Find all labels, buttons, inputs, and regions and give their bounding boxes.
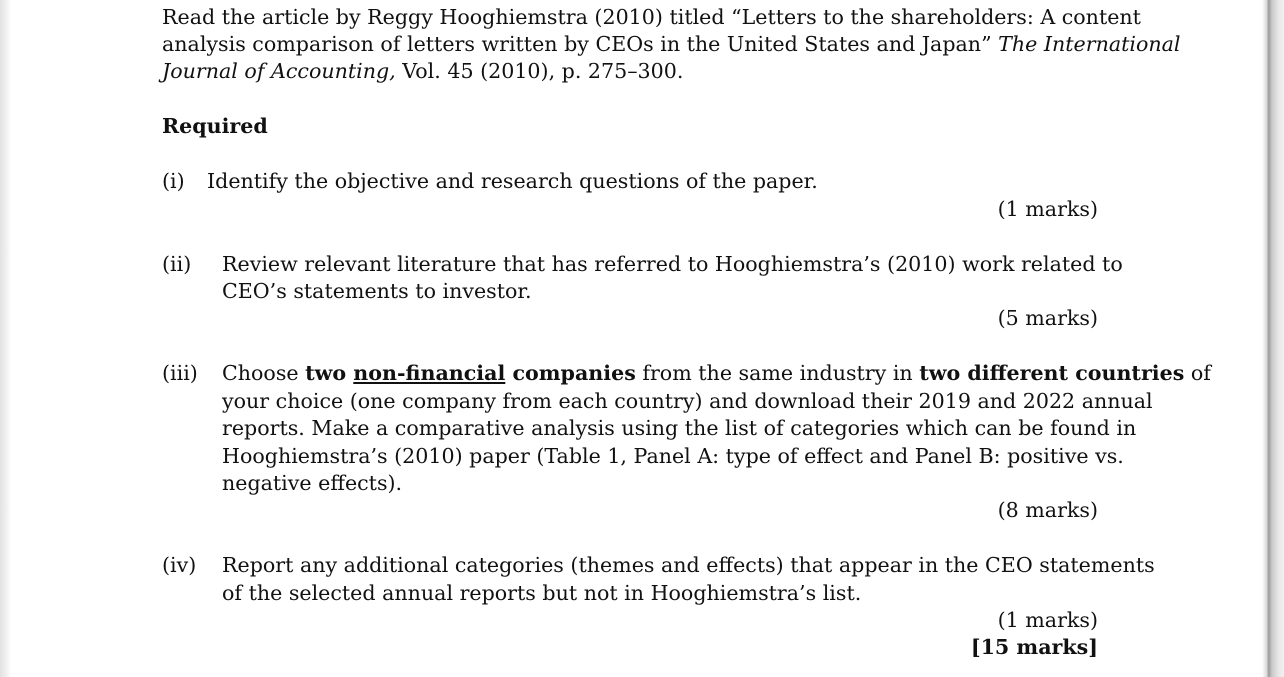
document-page xyxy=(11,0,1262,677)
question-iii-text-2: from the same industry in xyxy=(635,361,920,385)
emphasis-two-different-countries: two different countries xyxy=(919,361,1185,385)
emphasis-two: two xyxy=(305,361,354,385)
journal-title-part-2: Journal of Accounting, xyxy=(162,59,396,83)
page-edge-right xyxy=(1262,0,1284,677)
question-ii-line-2: CEO’s statements to investor. xyxy=(222,279,532,303)
question-iii-text-1: Choose xyxy=(222,361,306,385)
total-marks: [15 marks] xyxy=(970,635,1098,659)
question-iii-marks: (8 marks) xyxy=(997,498,1098,522)
question-number-ii: (ii) xyxy=(162,252,192,276)
question-iii-line-4: Hooghiemstra’s (2010) paper (Table 1, Panel A: type of effect and Panel B: positive vs. xyxy=(222,444,1124,468)
page-shadow-left xyxy=(0,0,11,677)
intro-line-1: Read the article by Reggy Hooghiemstra (2010) titled “Letters to the shareholders: A content xyxy=(162,5,1141,29)
question-number-iv: (iv) xyxy=(162,553,197,577)
citation-details: Vol. 45 (2010), p. 275–300. xyxy=(395,59,684,83)
intro-line-3 xyxy=(162,58,683,85)
question-i-line-1: Identify the objective and research questions of the paper. xyxy=(207,169,818,193)
question-iii-line-1 xyxy=(222,360,1211,387)
question-iii-line-5: negative effects). xyxy=(222,471,403,495)
question-number-i: (i) xyxy=(162,169,185,193)
question-iii-line-3: reports. Make a comparative analysis using the list of categories which can be found in xyxy=(222,416,1137,440)
emphasis-companies: companies xyxy=(505,361,636,385)
question-number-iii: (iii) xyxy=(162,361,198,385)
question-ii-marks: (5 marks) xyxy=(997,306,1098,330)
question-ii-line-1: Review relevant literature that has referred to Hooghiemstra’s (2010) work related to xyxy=(222,252,1123,276)
question-i-marks: (1 marks) xyxy=(997,197,1098,221)
question-iii-text-3: of xyxy=(1184,361,1211,385)
question-iv-line-1: Report any additional categories (themes and effects) that appear in the CEO statements xyxy=(222,553,1155,577)
question-iii-line-2: your choice (one company from each country) and download their 2019 and 2022 annual xyxy=(222,389,1153,413)
intro-line-2 xyxy=(162,31,1181,58)
emphasis-non-financial: non-financial xyxy=(353,361,506,385)
intro-line-2-text: analysis comparison of letters written by CEOs in the United States and Japan” xyxy=(162,32,999,56)
question-iv-marks: (1 marks) xyxy=(997,608,1098,632)
question-iv-line-2: of the selected annual reports but not in Hooghiemstra’s list. xyxy=(222,581,862,605)
required-heading: Required xyxy=(162,114,268,138)
journal-title-part-1: The International xyxy=(998,32,1181,56)
